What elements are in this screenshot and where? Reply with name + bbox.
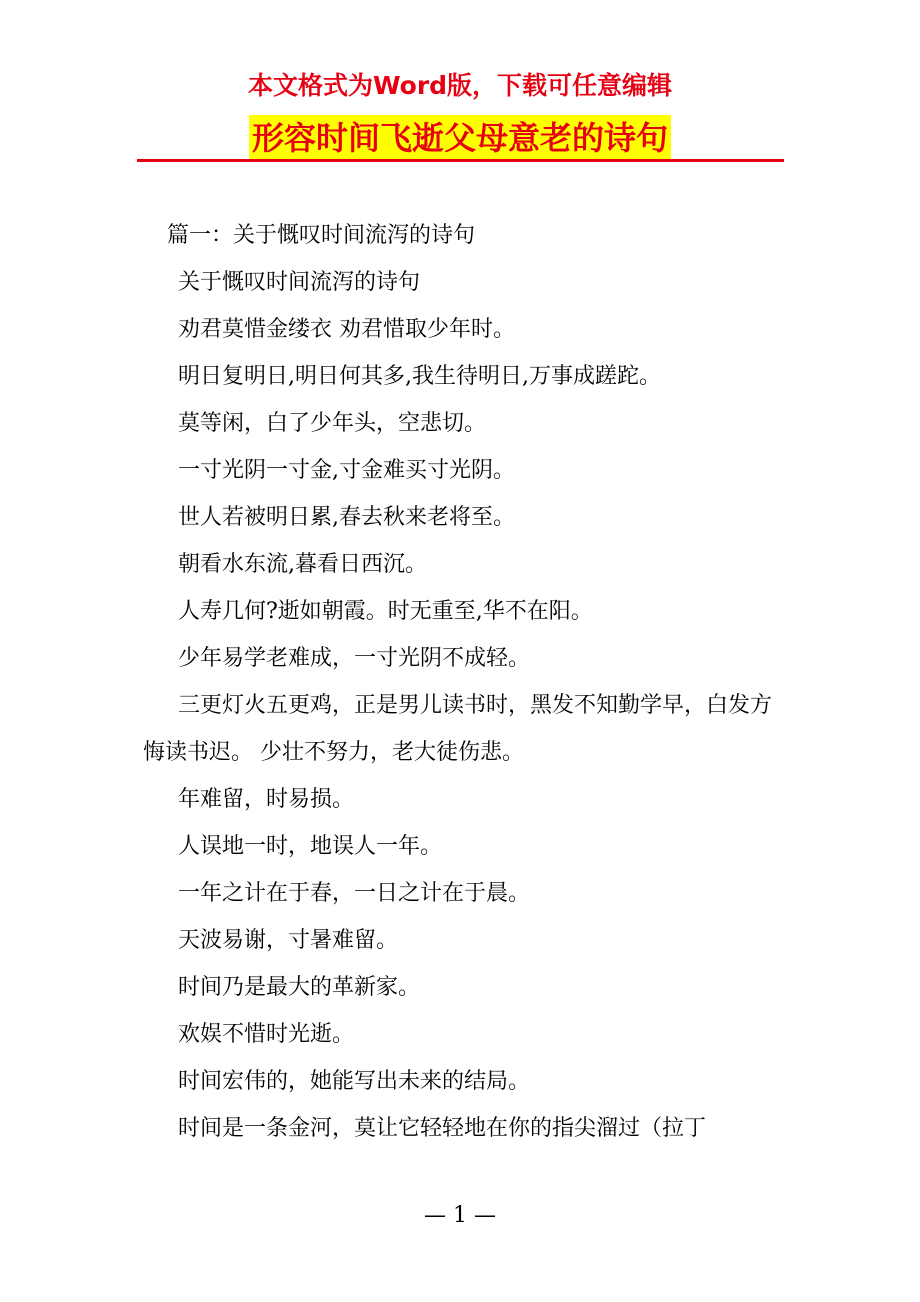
paragraph: 关于慨叹时间流泻的诗句 <box>178 270 421 295</box>
paragraph: 少年易学老难成，一寸光阴不成轻。 <box>178 646 531 671</box>
paragraph: 年难留，时易损。 <box>178 787 355 812</box>
title-container <box>0 115 920 161</box>
section-heading: 篇一：关于慨叹时间流泻的诗句 <box>167 223 476 248</box>
document-body <box>143 212 783 1152</box>
paragraph: 一寸光阴一寸金,寸金难买寸光阴。 <box>178 458 515 483</box>
paragraph: 莫等闲，白了少年头，空悲切。 <box>178 411 487 436</box>
paragraph: 劝君莫惜金缕衣 劝君惜取少年时。 <box>178 317 515 342</box>
document-title: 形容时间飞逝父母意老的诗句 <box>249 115 671 161</box>
paragraph: 三更灯火五更鸡，正是男儿读书时，黑发不知勤学早，白发方悔读书迟。 少壮不努力，老大徒伤悲。 <box>143 693 773 765</box>
page-number: — 1 — <box>424 1203 496 1228</box>
paragraph: 天波易谢，寸暑难留。 <box>178 928 399 953</box>
paragraph: 人寿几何?逝如朝霞。时无重至,华不在阳。 <box>178 599 593 624</box>
paragraph: 时间宏伟的，她能写出未来的结局。 <box>178 1069 531 1094</box>
format-notice: 本文格式为Word版，下载可任意编辑 <box>247 71 673 100</box>
paragraph: 人误地一时，地误人一年。 <box>178 834 443 859</box>
title-divider <box>137 159 784 162</box>
paragraph: 明日复明日,明日何其多,我生待明日,万事成蹉跎。 <box>178 364 661 389</box>
paragraph: 时间是一条金河，莫让它轻轻地在你的指尖溜过（拉丁 <box>178 1116 707 1141</box>
paragraph: 世人若被明日累,春去秋来老将至。 <box>178 505 515 530</box>
paragraph: 时间乃是最大的革新家。 <box>178 975 421 1000</box>
paragraph: 一年之计在于春，一日之计在于晨。 <box>178 881 531 906</box>
paragraph: 朝看水东流,暮看日西沉。 <box>178 552 427 577</box>
paragraph: 欢娱不惜时光逝。 <box>178 1022 355 1047</box>
